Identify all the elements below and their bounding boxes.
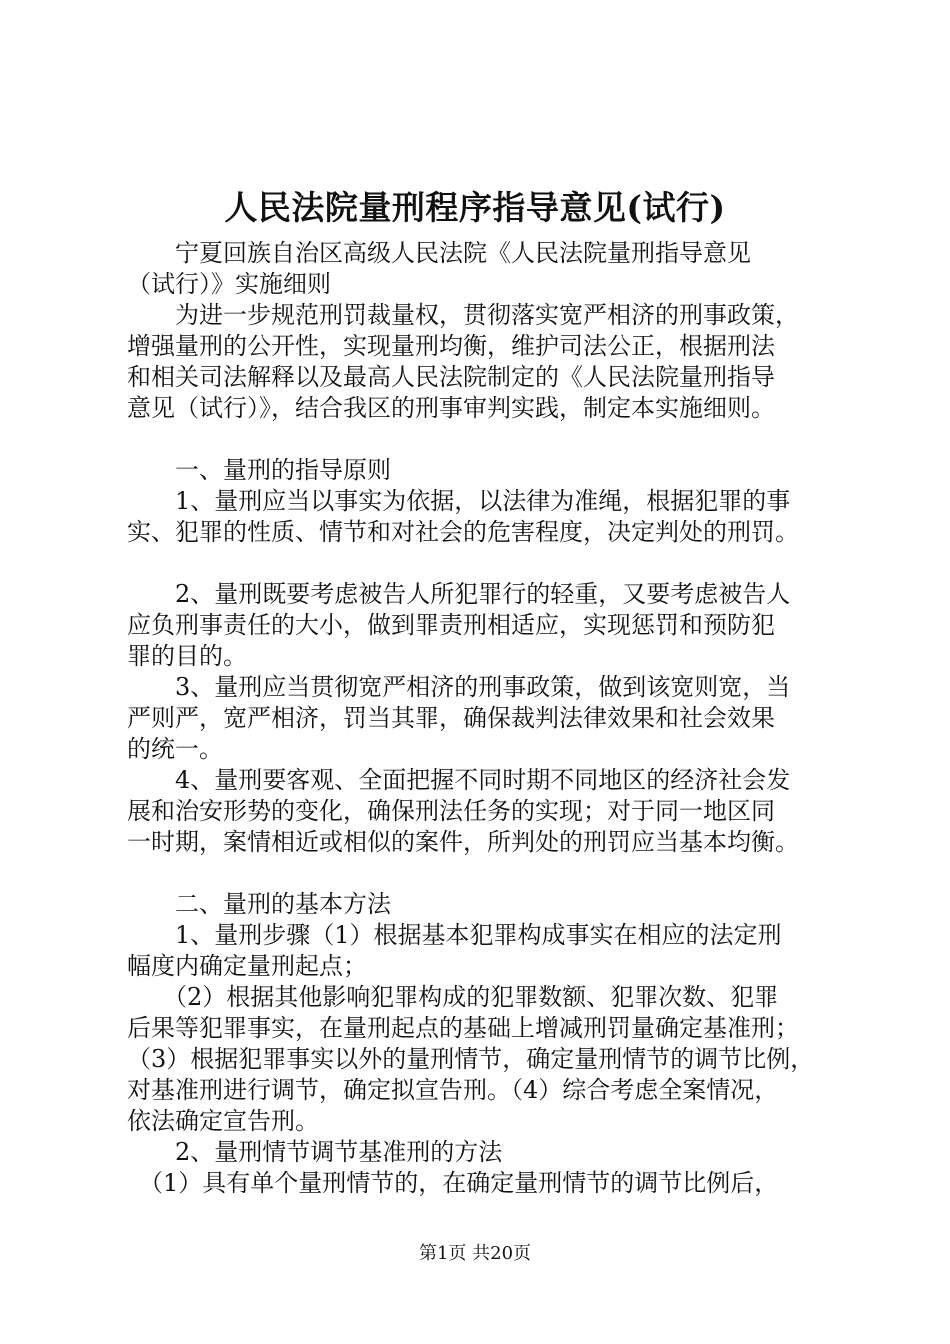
text-line: （3）根据犯罪事实以外的量刑情节，确定量刑情节的调节比例， — [127, 1045, 815, 1073]
text-line: 后果等犯罪事实，在量刑起点的基础上增减刑罚量确定基准刑； — [127, 1014, 799, 1042]
text-line: 1、量刑应当以事实为依据，以法律为准绳，根据犯罪的事 — [127, 487, 791, 515]
text-line: （1）具有单个量刑情节的，在确定量刑情节的调节比例后， — [127, 1169, 779, 1197]
text-line: 幅度内确定量刑起点； — [127, 952, 367, 980]
text-line: 4、量刑要客观、全面把握不同时期不同地区的经济社会发 — [127, 766, 791, 794]
text-line: 2、量刑既要考虑被告人所犯罪行的轻重，又要考虑被告人 — [127, 580, 791, 608]
document-body — [127, 238, 843, 1199]
text-line: 严则严，宽严相济，罚当其罪，确保裁判法律效果和社会效果 — [127, 704, 775, 732]
text-line: 为进一步规范刑罚裁量权，贯彻落实宽严相济的刑事政策， — [127, 301, 799, 329]
section-heading: 二、量刑的基本方法 — [127, 890, 391, 918]
text-line: 的统一。 — [127, 735, 223, 763]
text-line: 意见（试行）》，结合我区的刑事审判实践，制定本实施细则。 — [127, 394, 775, 422]
text-line: （2）根据其他影响犯罪构成的犯罪数额、犯罪次数、犯罪 — [127, 983, 779, 1011]
text-line: 一时期，案情相近或相似的案件，所判处的刑罚应当基本均衡。 — [127, 828, 799, 856]
text-line: 增强量刑的公开性，实现量刑均衡，维护司法公正，根据刑法 — [127, 332, 775, 360]
text-line: 对基准刑进行调节，确定拟宣告刑。（4）综合考虑全案情况， — [127, 1076, 779, 1104]
paragraph-gap — [127, 858, 843, 889]
paragraph-gap — [127, 424, 843, 455]
text-line: 和相关司法解释以及最高人民法院制定的《人民法院量刑指导 — [127, 363, 775, 391]
text-line: （试行）》实施细则 — [127, 270, 331, 298]
text-line: 宁夏回族自治区高级人民法院《人民法院量刑指导意见 — [127, 239, 751, 267]
text-line: 应负刑事责任的大小，做到罪责刑相适应，实现惩罚和预防犯 — [127, 611, 775, 639]
text-line: 3、量刑应当贯彻宽严相济的刑事政策，做到该宽则宽，当 — [127, 673, 791, 701]
text-line: 1、量刑步骤（1）根据基本犯罪构成事实在相应的法定刑 — [127, 921, 782, 949]
page-number-footer: 第1页 共20页 — [418, 1243, 532, 1264]
text-line: 2、量刑情节调节基准刑的方法 — [127, 1138, 503, 1166]
text-line: 展和治安形势的变化，确保刑法任务的实现；对于同一地区同 — [127, 797, 775, 825]
text-line: 依法确定宣告刑。 — [127, 1107, 319, 1135]
text-line: 罪的目的。 — [127, 642, 247, 670]
document-title: 人民法院量刑程序指导意见(试行) — [224, 188, 726, 227]
section-heading: 一、量刑的指导原则 — [127, 456, 391, 484]
paragraph-gap — [127, 548, 843, 579]
text-line: 实、犯罪的性质、情节和对社会的危害程度，决定判处的刑罚。 — [127, 518, 799, 546]
